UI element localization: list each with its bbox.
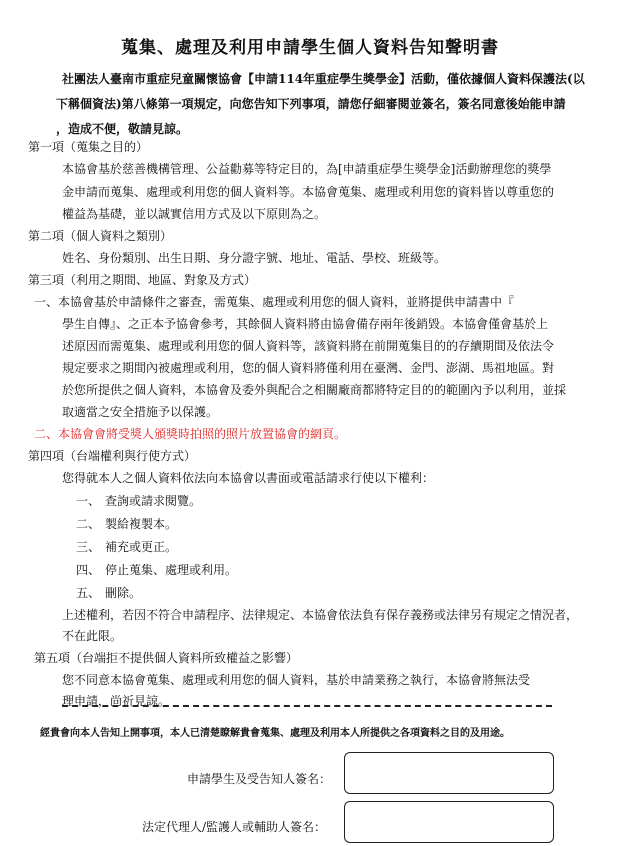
section-4-note: 上述權利，若因不符合申請程序、法律規定、本協會依法負有保存義務或法律另有規定之情況者，: [62, 608, 579, 622]
right-item-text: 刪除。: [105, 586, 142, 600]
section-3-item-1: 一、本協會基於申請條件之審查，需蒐集、處理或利用您的個人資料，並將提供申請書中『: [34, 295, 515, 309]
section-2-heading: 第二項（個人資料之類別）: [28, 229, 173, 243]
right-item-text: 製給複製本。: [105, 517, 178, 531]
section-5-heading: 第五項（台端拒不提供個人資料所致權益之影響）: [34, 651, 299, 665]
right-item-number: 四、: [76, 563, 101, 577]
right-item-number: 三、: [76, 540, 101, 554]
guardian-signature-label: 法定代理人/監護人或輔助人簽名：: [142, 820, 327, 834]
applicant-signature-field[interactable]: [344, 752, 554, 794]
section-3-item-1: 學生自傳』、之正本予協會參考，其餘個人資料將由協會備存兩年後銷毀。本協會僅會基於上: [62, 317, 549, 331]
right-item-number: 一、: [76, 494, 101, 508]
section-4-intro: 您得就本人之個人資料依法向本協會以書面或電話請求行使以下權利：: [62, 471, 435, 485]
section-3-item-1: 取適當之安全措施予以保護。: [62, 405, 219, 419]
section-3-item-1: 規定要求之期間內被處理或利用，您的個人資料將僅利用在臺灣、金門、澎湖、馬祖地區。對: [62, 361, 555, 375]
confirmation-statement: 經貴會向本人告知上開事項，本人已清楚瞭解貴會蒐集、處理及利用本人所提供之各項資料之目的及用途。: [40, 728, 510, 739]
section-3-item-1: 述原因而需蒐集、處理或利用您的個人資料等，該資料將在前開蒐集目的的存續期間及依法令: [62, 339, 555, 353]
section-2-line: 姓名、身份類別、出生日期、身分證字號、地址、電話、學校、班級等。: [62, 251, 447, 265]
section-3-item-1: 於您所提供之個人資料，本協會及委外與配合之相關廠商都將特定目的的範圍內予以利用，並採: [62, 383, 567, 397]
intro-line: 下稱個資法)第八條第一項規定，向您告知下列事項，請您仔細審閱並簽名，簽名同意後始能申請: [56, 97, 566, 111]
right-item-text: 補充或更正。: [105, 540, 178, 554]
guardian-signature-field[interactable]: [344, 801, 554, 843]
section-4-heading: 第四項（台端權利與行使方式）: [28, 449, 197, 463]
right-item-text: 停止蒐集、處理或利用。: [105, 563, 238, 577]
section-1-line: 金申請而蒐集、處理或利用您的個人資料等。本協會蒐集、處理或利用您的資料皆以尊重您的: [62, 185, 555, 199]
section-1-line: 權益為基礎，並以誠實信用方式及以下原則為之。: [62, 207, 327, 221]
applicant-signature-label: 申請學生及受告知人簽名：: [187, 772, 332, 786]
section-5-line: 理申請，尚祈見諒。: [62, 694, 171, 708]
section-1-line: 本協會基於慈善機構管理、公益勸募等特定目的，為[申請重症學生獎學金]活動辦理您的獎學: [62, 162, 552, 176]
intro-line: 社團法人臺南市重症兒童關懷協會【申請114年重症學生獎學金】活動，僅依據個人資料保護法(以: [62, 72, 585, 86]
right-item-text: 查詢或請求閱覽。: [105, 494, 202, 508]
section-5-line: 您不同意本協會蒐集、處理或利用您的個人資料，基於申請業務之執行，本協會將無法受: [62, 673, 531, 687]
right-item-number: 二、: [76, 517, 101, 531]
document-title: 蒐集、處理及利用申請學生個人資料告知聲明書: [121, 38, 499, 58]
section-3-item-2: 二、本協會會將受獎人頒獎時拍照的照片放置協會的網頁。: [34, 427, 347, 441]
section-3-heading: 第三項（利用之期間、地區、對象及方式）: [28, 273, 257, 287]
right-item-number: 五、: [76, 586, 101, 600]
dashed-divider: [62, 705, 552, 707]
section-1-heading: 第一項（蒐集之目的）: [28, 140, 149, 154]
intro-line: ，造成不便，敬請見諒。: [56, 122, 189, 136]
section-4-note: 不在此限。: [62, 629, 123, 643]
